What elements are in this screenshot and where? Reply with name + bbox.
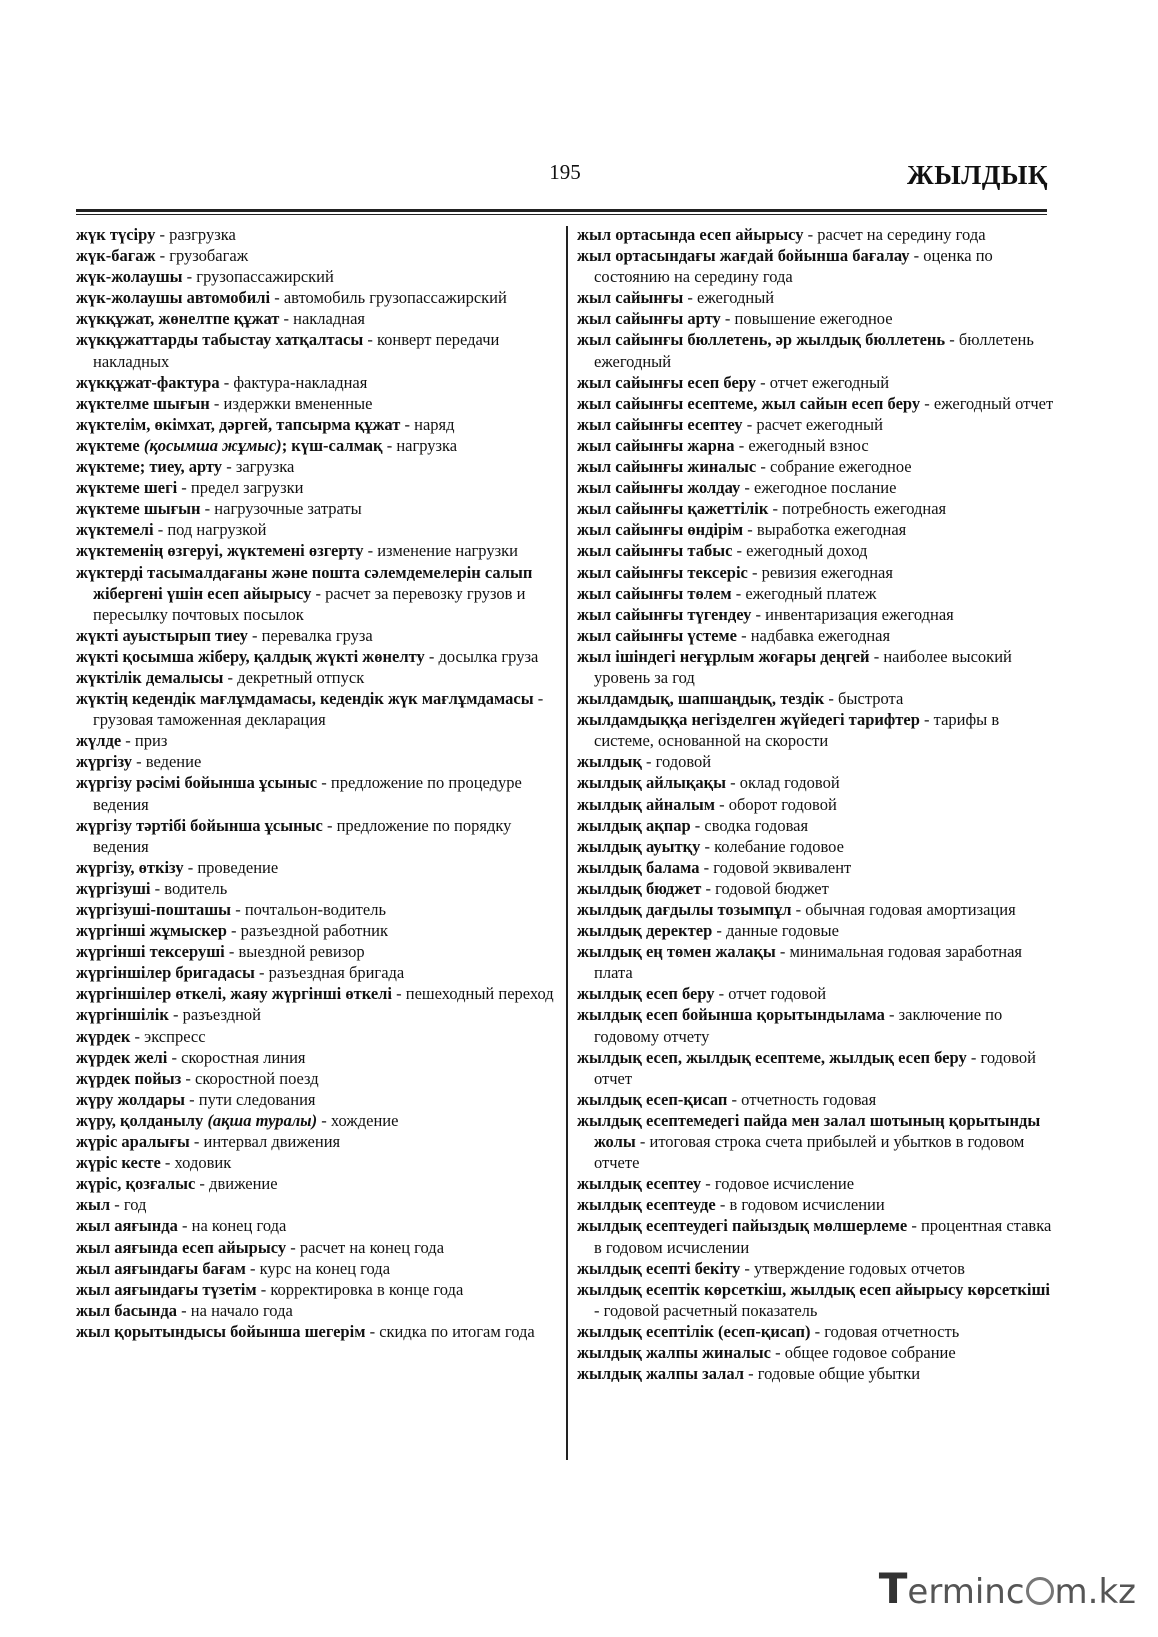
entry-definition: ежегодный доход: [746, 541, 868, 561]
dictionary-entry: жүрдек - экспресс: [76, 1026, 206, 1046]
dictionary-entry: жүру жолдары - пути следования: [76, 1089, 316, 1109]
entry-definition: обычная годовая амортизация: [805, 900, 1016, 919]
entry-term: жүкқұжаттарды табыстау хатқалтасы: [76, 330, 364, 350]
entry-term: жүк-жолаушы: [76, 267, 183, 287]
entry-definition: сводка годовая: [704, 815, 809, 835]
dictionary-entry: жүрдек желі - скоростная линия: [76, 1047, 306, 1067]
dictionary-entry: жүріс, қозғалыс - движение: [76, 1174, 278, 1194]
entry-definition: годовой отчет: [594, 1047, 1037, 1088]
entry-definition: повышение ежегодное: [734, 309, 893, 329]
entry-definition: предложение по процедуре ведения: [93, 773, 522, 814]
entry-definition: оклад годовой: [739, 773, 840, 793]
entry-definition: водитель: [164, 878, 228, 898]
entry-term: жыл сайынғы есеп беру: [577, 372, 756, 392]
entry-term: жылдық есептеуде: [577, 1195, 716, 1215]
dictionary-entry: жүктелім, өкімхат, дәргей, тапсырма құжат - наряд: [76, 414, 455, 434]
dictionary-entry: жылдық дағдылы тозымпұл - обычная годовая амортизация: [577, 900, 1016, 919]
dictionary-entry: жүлде - приз: [76, 731, 168, 751]
entry-term: жүргіншілер бригадасы: [76, 963, 255, 983]
dictionary-entry: жүктілік демалысы - декретный отпуск: [76, 667, 365, 687]
dictionary-entry: жүргіншілік - разъездной: [76, 1005, 261, 1025]
entry-definition: ежегодный: [697, 288, 775, 308]
entry-term: жылдық деректер: [577, 921, 713, 941]
entry-definition: расчет за перевозку грузов и пересылку почтовых посылок: [93, 583, 526, 624]
entry-term: жүкқұжат-фактура: [76, 372, 220, 392]
entry-definition: быстрота: [838, 689, 904, 709]
entry-definition: в годовом исчислении: [729, 1195, 885, 1215]
entry-term: жылдық жалпы жиналыс: [577, 1342, 771, 1362]
entry-definition: наряд: [414, 414, 455, 434]
dictionary-entry: жылдық есеп-қисап - отчетность годовая: [577, 1089, 877, 1109]
entry-definition: скидка по итогам года: [379, 1321, 535, 1341]
dictionary-entry: жылдық ең төмен жалақы - минимальная годовая заработная плата: [577, 942, 1023, 983]
dictionary-entry: жүк-жолаушы автомобилі - автомобиль грузопассажирский: [76, 288, 507, 308]
dictionary-entry: жүргінші жұмыскер - разъездной работник: [76, 921, 389, 941]
dictionary-entry: жүктелме шығын - издержки вмененные: [76, 393, 373, 413]
entry-term: жыл сайынғы үстеме: [577, 625, 737, 645]
dictionary-entry: жылдамдыққа негізделген жүйедегі тарифтер - тарифы в системе, основанной на скорости: [577, 710, 1000, 751]
dictionary-entry: жыл ортасында есеп айырысу - расчет на середину года: [577, 225, 986, 244]
entry-term: жыл сайынғы арту: [577, 309, 721, 329]
entry-term: жүру, қолданылу: [76, 1110, 204, 1130]
dictionary-entry: жүргізуші-пошташы - почтальон-водитель: [76, 900, 386, 919]
entry-definition: годовая отчетность: [824, 1321, 960, 1341]
dictionary-entry: жылдық есеп, жылдық есептеме, жылдық есеп беру - годовой отчет: [577, 1047, 1037, 1088]
entry-definition: расчет на конец года: [299, 1237, 445, 1257]
watermark-domain: m.kz: [1054, 1572, 1136, 1612]
dictionary-entry: жыл сайынғы есептеме, жыл сайын есеп беру - ежегодный отчет: [577, 393, 1054, 413]
entry-definition: заключение по годовому отчету: [594, 1005, 1003, 1046]
entry-term: жылдық есептеудегі пайыздық мөлшерлеме: [577, 1216, 908, 1236]
entry-term: жүктелім, өкімхат, дәргей, тапсырма құжат: [76, 414, 401, 434]
entry-definition: собрание ежегодное: [770, 457, 912, 477]
entry-definition: отчетность годовая: [741, 1089, 877, 1109]
entry-definition: разъездной: [182, 1005, 261, 1025]
watermark-o-icon: [1026, 1577, 1054, 1605]
entry-term: жүктеме шығын: [76, 499, 201, 519]
entry-definition: ходовик: [174, 1153, 232, 1173]
dictionary-entry: жыл сайынғы табыс - ежегодный доход: [577, 541, 868, 561]
entry-term: жылдық ең төмен жалақы: [577, 942, 776, 962]
entry-definition: перевалка груза: [261, 625, 373, 645]
entry-term: жылдық ақпар: [577, 815, 691, 835]
entry-term: жүрдек: [76, 1026, 131, 1046]
dictionary-entry: жылдық ауытқу - колебание годовое: [577, 836, 844, 856]
entry-definition: корректировка в конце года: [270, 1279, 464, 1299]
dictionary-entry: жыл сайынғы өндірім - выработка ежегодная: [577, 520, 907, 540]
entry-definition: предложение по порядку ведения: [93, 815, 512, 856]
dictionary-entry: жыл ішіндегі неғұрлым жоғары деңгей - наиболее высокий уровень за год: [577, 646, 1012, 687]
entry-definition: пути следования: [198, 1089, 316, 1109]
entry-definition: отчет годовой: [728, 984, 827, 1004]
dictionary-entry: жүргіншілер бригадасы - разъездная бригада: [76, 963, 405, 983]
entry-term: жыл сайынғы табыс: [577, 541, 733, 561]
entry-definition: экспресс: [144, 1026, 206, 1046]
entry-term: жылдық есеп бойынша қорытындылама: [577, 1005, 885, 1025]
entry-term: жыл сайынғы тексеріс: [577, 562, 748, 582]
entry-note: (ақша туралы): [207, 1110, 318, 1130]
entry-definition: проведение: [197, 857, 279, 877]
dictionary-entry: жүріс аралығы - интервал движения: [76, 1132, 341, 1152]
entry-term: жүктеме: [76, 435, 140, 455]
entry-definition: данные годовые: [726, 921, 839, 941]
entry-term: жыл ішіндегі неғұрлым жоғары деңгей: [577, 646, 870, 666]
entry-definition: год: [123, 1195, 147, 1215]
entry-term: жылдық жалпы залал: [577, 1364, 745, 1384]
entry-definition: грузовая таможенная декларация: [93, 710, 326, 730]
dictionary-entry: жыл сайынғы тексеріс - ревизия ежегодная: [577, 562, 893, 582]
dictionary-entry: жыл сайынғы арту - повышение ежегодное: [577, 309, 893, 329]
left-column: [76, 224, 556, 1342]
entry-term: жүріс аралығы: [76, 1132, 190, 1152]
entry-term: жүріс, қозғалыс: [76, 1174, 196, 1194]
entry-definition: декретный отпуск: [237, 667, 365, 687]
entry-definition: отчет ежегодный: [769, 372, 890, 392]
entry-definition: тарифы в системе, основанной на скорости: [594, 710, 1000, 751]
entry-definition: минимальная годовая заработная плата: [594, 942, 1023, 983]
entry-definition: предел загрузки: [190, 478, 304, 498]
entry-term: жүргінші жұмыскер: [76, 921, 227, 941]
entry-term: жүктеменің өзгеруі, жүктемені өзгерту: [76, 541, 364, 561]
entry-definition: потребность ежегодная: [782, 499, 947, 519]
entry-definition: годовой эквивалент: [713, 857, 852, 877]
dictionary-entry: жыл сайынғы - ежегодный: [577, 288, 775, 308]
entry-term: жыл қорытындысы бойынша шегерім: [76, 1321, 366, 1341]
entry-definition: пешеходный переход: [405, 984, 554, 1004]
dictionary-entry: жыл ортасындағы жағдай бойынша бағалау - оценка по состоянию на середину года: [577, 246, 993, 287]
watermark-logo: [879, 1564, 1136, 1613]
entry-term: жүктерді тасымалдағаны және пошта сәлемдемелерін салып жібергені үшін есеп айырысу: [76, 562, 533, 603]
dictionary-entry: жүктеме (қосымша жұмыс); күш-салмақ - нагрузка: [76, 435, 458, 455]
dictionary-entry: жүкқұжат-фактура - фактура-накладная: [76, 372, 368, 392]
entry-definition: курс на конец года: [259, 1258, 391, 1278]
entry-definition: наиболее высокий уровень за год: [594, 646, 1012, 687]
entry-term: жыл ортасында есеп айырысу: [577, 225, 804, 244]
entry-note: (қосымша жұмыс): [143, 435, 282, 455]
dictionary-entry: жылдық есептік көрсеткіш, жылдық есеп айырысу көрсеткіші - годовой расчетный показатель: [577, 1279, 1050, 1320]
entry-definition: фактура-накладная: [233, 372, 368, 392]
entry-term: жыл сайынғы есептеме, жыл сайын есеп беру: [577, 393, 921, 413]
entry-term: жыл сайынғы қажеттілік: [577, 499, 769, 519]
dictionary-entry: жылдық жалпы залал - годовые общие убытки: [577, 1364, 921, 1384]
entry-term: жыл сайынғы жиналыс: [577, 457, 757, 477]
entry-definition: процентная ставка в годовом исчислении: [594, 1216, 1052, 1257]
dictionary-entry: жыл аяғында - на конец года: [76, 1216, 287, 1236]
entry-term: жүргіншілер өткелі, жаяу жүргінші өткелі: [76, 984, 392, 1004]
dictionary-entry: жүк-жолаушы - грузопассажирский: [76, 267, 334, 287]
entry-definition: годовые общие убытки: [757, 1364, 921, 1384]
entry-definition: нагрузочные затраты: [214, 499, 362, 519]
entry-term: жүлде: [76, 731, 122, 751]
entry-definition: ежегодный взнос: [748, 435, 869, 455]
entry-term: жыл сайынғы бюллетень, әр жылдық бюллетень: [577, 330, 946, 350]
dictionary-entry: жылдық есептемедегі пайда мен залал шотының қорытынды жолы - итоговая строка счета прибылей и убытков в годовом отчете: [577, 1110, 1041, 1173]
entry-term: жылдық есептемедегі пайда мен залал шотының қорытынды жолы: [577, 1110, 1041, 1152]
entry-term: жыл сайынғы есептеу: [577, 414, 743, 434]
header-rule-thin: [76, 214, 1047, 215]
entry-definition: накладная: [293, 309, 366, 329]
dictionary-entry: жүкқұжат, жөнелтпе құжат - накладная: [76, 309, 366, 329]
entry-definition: грузобагаж: [169, 246, 249, 266]
right-column: [577, 224, 1055, 1384]
dictionary-entry: жүрдек пойыз - скоростной поезд: [76, 1068, 319, 1088]
entry-definition: интервал движения: [203, 1132, 341, 1152]
dictionary-entry: жылдық есептеуде - в годовом исчислении: [577, 1195, 885, 1215]
entry-term: жыл сайынғы өндірім: [577, 520, 744, 540]
entry-term: жүргізуші-пошташы: [76, 900, 232, 919]
entry-term: жүргізу тәртібі бойынша ұсыныс: [76, 815, 323, 835]
dictionary-entry: жүктеменің өзгеруі, жүктемені өзгерту - изменение нагрузки: [76, 541, 518, 561]
entry-definition: на конец года: [191, 1216, 287, 1236]
entry-term: жылдық есеп, жылдық есептеме, жылдық есеп беру: [577, 1047, 967, 1067]
watermark-initial: T: [878, 1564, 908, 1613]
entry-term: жыл: [76, 1195, 111, 1215]
entry-definition: движение: [209, 1174, 278, 1194]
dictionary-entry: жүргізуші - водитель: [76, 878, 228, 898]
entry-term: жылдық дағдылы тозымпұл: [577, 900, 792, 919]
entry-term: жыл сайынғы жолдау: [577, 478, 741, 498]
entry-definition: разъездной работник: [240, 921, 389, 941]
dictionary-entry: жүк-багаж - грузобагаж: [76, 246, 249, 266]
entry-term: жылдық есептеу: [577, 1174, 702, 1194]
dictionary-entry: жылдамдық, шапшаңдық, тездік - быстрота: [577, 689, 904, 709]
entry-term: жүк түсіру: [76, 225, 156, 244]
entry-term: жылдамдыққа негізделген жүйедегі тарифтер: [577, 710, 920, 730]
entry-definition: оценка по состоянию на середину года: [594, 246, 993, 287]
entry-definition: расчет на середину года: [817, 225, 986, 244]
entry-term: жылдық бюджет: [577, 878, 702, 898]
entry-definition: нагрузка: [396, 435, 458, 455]
dictionary-entry: жыл аяғындағы түзетім - корректировка в конце года: [76, 1279, 464, 1299]
watermark-text: erminc: [907, 1572, 1025, 1612]
dictionary-entry: жыл сайынғы бюллетень, әр жылдық бюллетень - бюллетень ежегодный: [577, 330, 1034, 371]
entry-term: жүру жолдары: [76, 1089, 186, 1109]
dictionary-entry: жүру, қолданылу (ақша туралы) - хождение: [76, 1110, 399, 1130]
entry-term: жылдамдық, шапшаңдық, тездік: [577, 689, 825, 709]
entry-term: жүргізу рәсімі бойынша ұсыныс: [76, 773, 318, 793]
entry-definition: годовое исчисление: [714, 1174, 855, 1194]
entry-definition: конверт передачи накладных: [93, 330, 500, 371]
entry-definition: скоростной поезд: [195, 1068, 319, 1088]
entry-definition: изменение нагрузки: [377, 541, 518, 561]
dictionary-entry: жыл сайынғы есеп беру - отчет ежегодный: [577, 372, 890, 392]
entry-definition: колебание годовое: [714, 836, 844, 856]
entry-definition: общее годовое собрание: [784, 1342, 956, 1362]
entry-definition: разгрузка: [169, 225, 236, 244]
entry-definition: загрузка: [235, 457, 295, 477]
entry-term: жыл сайынғы жарна: [577, 435, 735, 455]
dictionary-entry: жылдық есеп беру - отчет годовой: [577, 984, 827, 1004]
entry-definition: ревизия ежегодная: [761, 562, 893, 582]
entry-term: жыл сайынғы: [577, 288, 684, 308]
dictionary-entry: жыл сайынғы жолдау - ежегодное послание: [577, 478, 897, 498]
dictionary-entry: жыл сайынғы түгендеу - инвентаризация ежегодная: [577, 604, 954, 624]
entry-term: жыл аяғында есеп айырысу: [76, 1237, 287, 1257]
entry-term: жүкті қосымша жіберу, қалдық жүкті жөнелту: [76, 646, 425, 666]
entry-definition: оборот годовой: [728, 794, 837, 814]
dictionary-entry: жыл сайынғы есептеу - расчет ежегодный: [577, 414, 883, 434]
entry-term: жүріс кесте: [76, 1153, 161, 1173]
entry-definition: итоговая строка счета прибылей и убытков в годовом отчете: [594, 1132, 1025, 1173]
dictionary-entry: жылдық есептеудегі пайыздық мөлшерлеме - процентная ставка в годовом исчислении: [577, 1216, 1052, 1257]
entry-definition: годовой бюджет: [715, 878, 829, 898]
dictionary-entry: жылдық есеп бойынша қорытындылама - заключение по годовому отчету: [577, 1005, 1003, 1046]
entry-term: жүргінші тексеруші: [76, 942, 225, 962]
entry-term: жүрдек пойыз: [76, 1068, 182, 1088]
dictionary-entry: жылдық балама - годовой эквивалент: [577, 857, 852, 877]
entry-definition: бюллетень ежегодный: [594, 330, 1034, 371]
dictionary-entry: жүктемелі - под нагрузкой: [76, 520, 267, 540]
column-divider: [566, 226, 568, 1460]
dictionary-entry: жыл басында - на начало года: [76, 1300, 293, 1320]
running-head: ЖЫЛДЫҚ: [907, 160, 1048, 190]
header-rule-thick: [76, 209, 1047, 212]
entry-term-extra: ; күш-салмақ: [281, 435, 383, 455]
entry-definition: автомобиль грузопассажирский: [283, 288, 507, 308]
entry-term: жүктілік демалысы: [76, 667, 224, 687]
entry-term: жыл сайынғы түгендеу: [577, 604, 752, 624]
dictionary-entry: жүкті қосымша жіберу, қалдық жүкті жөнелту - досылка груза: [76, 646, 539, 666]
entry-definition: под нагрузкой: [167, 520, 267, 540]
dictionary-entry: жылдық ақпар - сводка годовая: [577, 815, 809, 835]
entry-term: жүк-багаж: [76, 246, 156, 266]
entry-term: жүк-жолаушы автомобилі: [76, 288, 271, 308]
entry-definition: на начало года: [190, 1300, 293, 1320]
entry-term: жүкқұжат, жөнелтпе құжат: [76, 309, 280, 329]
dictionary-entry: жыл - год: [76, 1195, 147, 1215]
page-number: 195: [549, 160, 581, 184]
entry-term: жылдық есептілік (есеп-қисап): [577, 1321, 811, 1341]
entry-definition: инвентаризация ежегодная: [765, 604, 954, 624]
entry-definition: приз: [134, 731, 168, 751]
dictionary-entry: жылдық деректер - данные годовые: [577, 921, 839, 941]
entry-definition: выработка ежегодная: [756, 520, 907, 540]
entry-definition: разъездная бригада: [268, 963, 405, 983]
entry-term: жыл аяғында: [76, 1216, 178, 1236]
entry-term: жүргізуші: [76, 878, 151, 898]
dictionary-entry: жүктерді тасымалдағаны және пошта сәлемдемелерін салып жібергені үшін есеп айырысу - расчет за перевозку грузов и пересылку почтовых посылок: [76, 562, 533, 624]
dictionary-entry: жүкқұжаттарды табыстау хатқалтасы - конверт передачи накладных: [76, 330, 500, 371]
dictionary-entry: жылдық жалпы жиналыс - общее годовое собрание: [577, 1342, 956, 1362]
entry-definition: грузопассажирский: [196, 267, 334, 287]
entry-term: жыл басында: [76, 1300, 178, 1320]
entry-term: жылдық: [577, 752, 642, 772]
dictionary-entry: жылдық есептеу - годовое исчисление: [577, 1174, 855, 1194]
dictionary-entry: жыл сайынғы үстеме - надбавка ежегодная: [577, 625, 891, 645]
dictionary-entry: жыл аяғындағы бағам - курс на конец года: [76, 1258, 391, 1278]
dictionary-entry: жүктеме шегі - предел загрузки: [76, 478, 304, 498]
dictionary-entry: жылдық - годовой: [577, 752, 712, 772]
entry-definition: годовой: [655, 752, 712, 772]
dictionary-entry: жылдық айналым - оборот годовой: [577, 794, 837, 814]
dictionary-entry: жүкті ауыстырып тиеу - перевалка груза: [76, 625, 373, 645]
dictionary-entry: жүктеме; тиеу, арту - загрузка: [76, 457, 295, 477]
entry-term: жылдық есеп беру: [577, 984, 715, 1004]
entry-definition: скоростная линия: [181, 1047, 306, 1067]
entry-term: жүктің кедендік мағлұмдамасы, кедендік жүк мағлұмдамасы: [76, 689, 534, 709]
entry-term: жүктемелі: [76, 520, 154, 540]
entry-definition: досылка груза: [438, 646, 539, 666]
entry-term: жыл сайынғы төлем: [577, 583, 732, 603]
dictionary-entry: жүргізу рәсімі бойынша ұсыныс - предложение по процедуре ведения: [76, 773, 522, 814]
dictionary-entry: жүргізу тәртібі бойынша ұсыныс - предложение по порядку ведения: [76, 815, 512, 856]
entry-term: жыл ортасындағы жағдай бойынша бағалау: [577, 246, 910, 266]
entry-term: жыл аяғындағы бағам: [76, 1258, 246, 1278]
entry-definition: утверждение годовых отчетов: [754, 1258, 965, 1278]
entry-term: жылдық есепті бекіту: [577, 1258, 741, 1278]
entry-term: жүктеме; тиеу, арту: [76, 457, 223, 477]
entry-term: жылдық балама: [577, 857, 700, 877]
dictionary-entry: жүргіншілер өткелі, жаяу жүргінші өткелі - пешеходный переход: [76, 984, 554, 1004]
entry-definition: ежегодный платеж: [745, 583, 877, 603]
dictionary-entry: жүктеме шығын - нагрузочные затраты: [76, 499, 362, 519]
dictionary-entry: жүргізу, өткізу - проведение: [76, 857, 279, 877]
entry-term: жүктеме шегі: [76, 478, 178, 498]
entry-term: жылдық ауытқу: [577, 836, 701, 856]
entry-term: жыл аяғындағы түзетім: [76, 1279, 257, 1299]
dictionary-entry: жылдық айлықақы - оклад годовой: [577, 773, 840, 793]
entry-term: жылдық айналым: [577, 794, 716, 814]
dictionary-entry: жыл қорытындысы бойынша шегерім - скидка по итогам года: [76, 1321, 535, 1341]
entry-definition: ведение: [145, 752, 202, 772]
dictionary-entry: жүк түсіру - разгрузка: [76, 225, 236, 244]
entry-term: жүрдек желі: [76, 1047, 168, 1067]
dictionary-entry: жылдық бюджет - годовой бюджет: [577, 878, 829, 898]
entry-definition: ежегодный отчет: [933, 393, 1054, 413]
dictionary-entry: жыл сайынғы жиналыс - собрание ежегодное: [577, 457, 912, 477]
entry-definition: ежегодное послание: [754, 478, 897, 498]
dictionary-entry: жыл аяғында есеп айырысу - расчет на конец года: [76, 1237, 445, 1257]
entry-term: жүктелме шығын: [76, 393, 210, 413]
entry-definition: расчет ежегодный: [756, 414, 883, 434]
dictionary-entry: жылдық есептілік (есеп-қисап) - годовая отчетность: [577, 1321, 960, 1341]
entry-term: жылдық айлықақы: [577, 773, 727, 793]
dictionary-entry: жүргізу - ведение: [76, 752, 202, 772]
entry-term: жүргіншілік: [76, 1005, 169, 1025]
dictionary-entry: жыл сайынғы жарна - ежегодный взнос: [577, 435, 869, 455]
dictionary-entry: жыл сайынғы төлем - ежегодный платеж: [577, 583, 877, 603]
dictionary-entry: жүріс кесте - ходовик: [76, 1153, 232, 1173]
entry-term: жүкті ауыстырып тиеу: [76, 625, 248, 645]
entry-definition: выездной ревизор: [238, 942, 365, 962]
entry-definition: почтальон-водитель: [244, 900, 386, 919]
dictionary-entry: жүктің кедендік мағлұмдамасы, кедендік жүк мағлұмдамасы - грузовая таможенная декларация: [76, 689, 544, 730]
entry-term: жылдық есептік көрсеткіш, жылдық есеп айырысу көрсеткіші: [577, 1279, 1050, 1299]
dictionary-entry: жүргінші тексеруші - выездной ревизор: [76, 942, 365, 962]
entry-term: жүргізу, өткізу: [76, 857, 184, 877]
entry-definition: надбавка ежегодная: [750, 625, 891, 645]
dictionary-entry: жылдық есепті бекіту - утверждение годовых отчетов: [577, 1258, 965, 1278]
dictionary-entry: жыл сайынғы қажеттілік - потребность ежегодная: [577, 499, 947, 519]
entry-term: жылдық есеп-қисап: [577, 1089, 728, 1109]
entry-term: жүргізу: [76, 752, 133, 772]
entry-definition: хождение: [330, 1110, 399, 1130]
entry-definition: годовой расчетный показатель: [603, 1300, 818, 1320]
entry-definition: издержки вмененные: [223, 393, 373, 413]
